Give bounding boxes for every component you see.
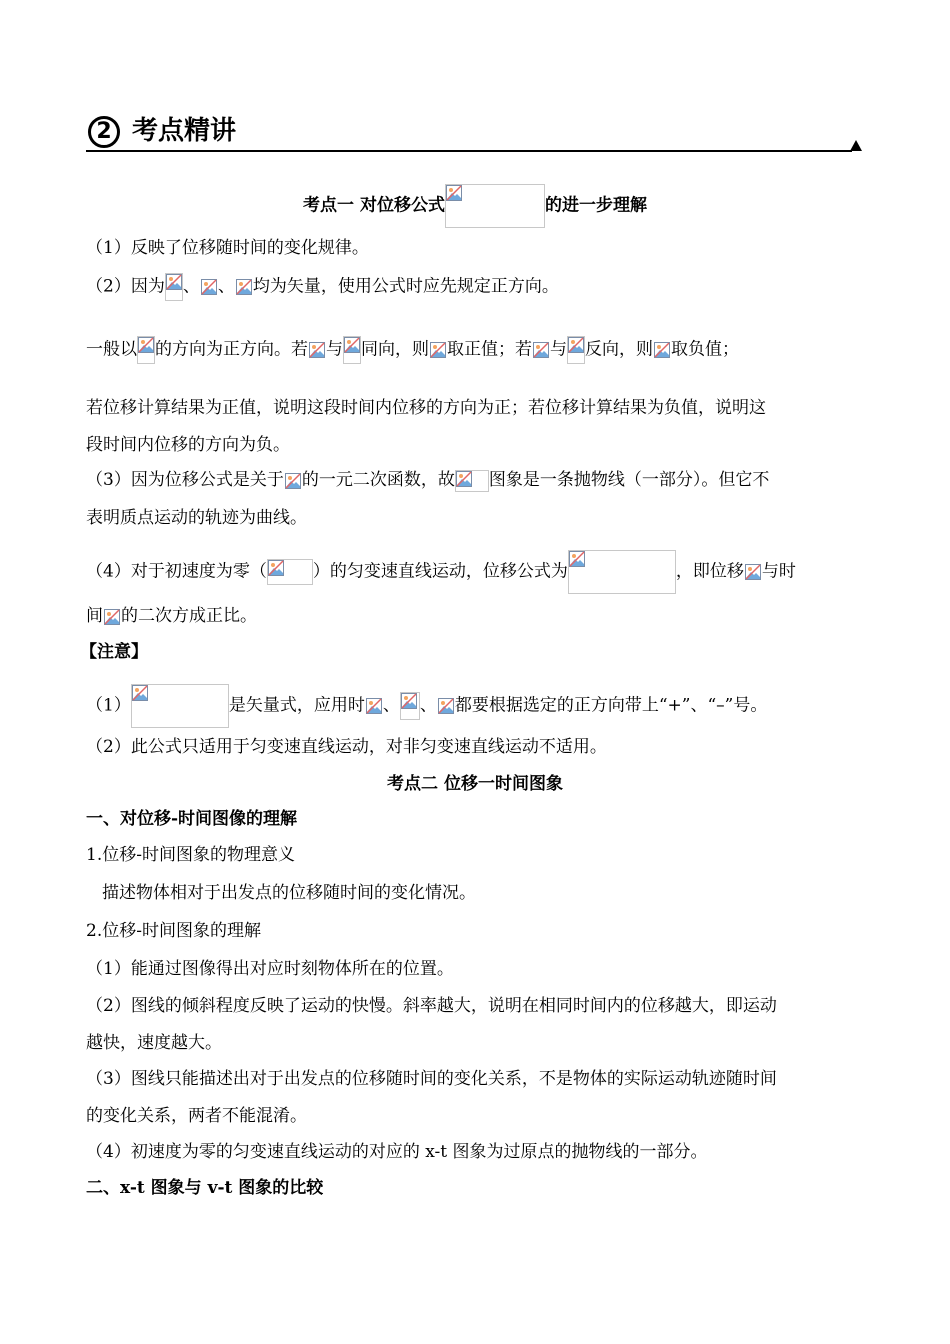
para-2-sep: 、 (217, 276, 235, 297)
section-header (86, 110, 862, 152)
xt-image-icon (455, 470, 489, 492)
para-6-text: 的二次方成正比。 (121, 606, 257, 626)
note-1-text: 都要根据选定的正方向带上“+”、“–”号。 (454, 695, 768, 716)
para-2 (86, 273, 559, 301)
note-1-text: 是矢量式，应用时 (228, 695, 365, 716)
vector-image-icon (201, 279, 217, 295)
v0-image-icon (400, 692, 420, 720)
point-2-line-2: 越快，速度越大。 (86, 1033, 222, 1053)
note-1-sep: 、 (419, 695, 437, 716)
note-2: （2）此公式只适用于匀变速直线运动，对非匀变速直线运动不适用。 (86, 737, 607, 757)
note-1-text: （1） (86, 695, 131, 716)
topic-one-title-post: 的进一步理解 (544, 195, 647, 216)
item-1-text: 描述物体相对于出发点的位移随时间的变化情况。 (102, 883, 476, 903)
formula-image-icon (568, 550, 676, 594)
para-2-text: 均为矢量，使用公式时应先规定正方向。 (252, 276, 559, 297)
vector-image-icon (165, 273, 183, 301)
para-3-text: 与 (326, 339, 343, 360)
para-6-text: ，即位移 (675, 561, 744, 582)
para-4-line-2: 段时间内位移的方向为负。 (86, 435, 290, 455)
t-image-icon (285, 473, 301, 489)
v0-image-icon (137, 336, 155, 364)
a-image-icon (533, 342, 549, 358)
para-3-text: 取正值；若 (447, 339, 532, 360)
point-1: （1）能通过图像得出对应时刻物体所在的位置。 (86, 959, 454, 979)
vector-image-icon (236, 279, 252, 295)
para-3-text: 一般以 (86, 339, 137, 360)
topic-one-title (0, 184, 950, 228)
note-heading: 【注意】 (80, 642, 148, 662)
x-image-icon (366, 698, 382, 714)
para-5-line-1 (86, 468, 769, 492)
point-3-line-1: （3）图线只能描述出对于出发点的位移随时间的变化关系，不是物体的实际运动轨迹随时间 (86, 1069, 777, 1089)
para-2-text: （2）因为 (86, 276, 165, 297)
triangle-marker-icon (850, 140, 862, 151)
para-3-text: 同向，则 (361, 339, 429, 360)
a-image-icon (654, 342, 670, 358)
a-image-icon (438, 698, 454, 714)
v0-zero-image-icon (267, 559, 313, 585)
t-image-icon (104, 609, 120, 625)
x-image-icon (745, 564, 761, 580)
para-3-text: 与 (550, 339, 567, 360)
item-1-title: 1.位移-时间图象的物理意义 (86, 845, 295, 865)
item-2-title: 2.位移-时间图象的理解 (86, 921, 261, 941)
section-number-badge: 2 (88, 116, 120, 148)
para-5-line-2: 表明质点运动的轨迹为曲线。 (86, 508, 307, 528)
para-6-text: 间 (86, 606, 103, 626)
point-2-line-1: （2）图线的倾斜程度反映了运动的快慢。斜率越大，说明在相同时间内的位移越大，即运动 (86, 996, 777, 1016)
para-3 (86, 336, 739, 364)
note-1 (86, 684, 767, 728)
para-2-sep: 、 (182, 276, 200, 297)
formula-image-icon (445, 184, 545, 228)
para-3-text: 的方向为正方向。若 (155, 339, 308, 360)
header-rule (86, 150, 852, 152)
point-3-line-2: 的变化关系，两者不能混淆。 (86, 1106, 307, 1126)
para-1: （1）反映了位移随时间的变化规律。 (86, 238, 369, 258)
para-3-text: 反向，则 (585, 339, 653, 360)
para-6-text: ）的匀变速直线运动，位移公式为 (312, 561, 568, 582)
para-5-text: 图象是一条抛物线（一部分）。但它不 (488, 470, 770, 490)
para-6-text: 与时 (761, 561, 796, 582)
para-3-text: 取负值； (671, 339, 739, 360)
a-image-icon (309, 342, 325, 358)
a-image-icon (430, 342, 446, 358)
para-4-line-1: 若位移计算结果为正值，说明这段时间内位移的方向为正；若位移计算结果为负值，说明这 (86, 398, 766, 418)
para-5-text: （3）因为位移公式是关于 (86, 470, 284, 490)
v0-image-icon (567, 336, 585, 364)
section-title: 考点精讲 (132, 116, 237, 146)
formula-image-icon (131, 684, 229, 728)
sub-heading-2: 二、x-t 图象与 v-t 图象的比较 (86, 1178, 324, 1198)
para-6-line-2 (86, 604, 257, 628)
point-4: （4）初速度为零的匀变速直线运动的对应的 x-t 图象为过原点的抛物线的一部分。 (86, 1142, 708, 1162)
para-6-text: （4）对于初速度为零（ (86, 561, 267, 582)
topic-two-title: 考点二 位移一时间图象 (387, 774, 563, 794)
para-6-line-1 (86, 550, 796, 594)
v0-image-icon (343, 336, 361, 364)
sub-heading-1: 一、对位移-时间图像的理解 (86, 809, 298, 829)
para-5-text: 的一元二次函数，故 (301, 470, 455, 490)
note-1-sep: 、 (382, 695, 400, 716)
topic-one-title-pre: 考点一 对位移公式 (303, 195, 445, 216)
